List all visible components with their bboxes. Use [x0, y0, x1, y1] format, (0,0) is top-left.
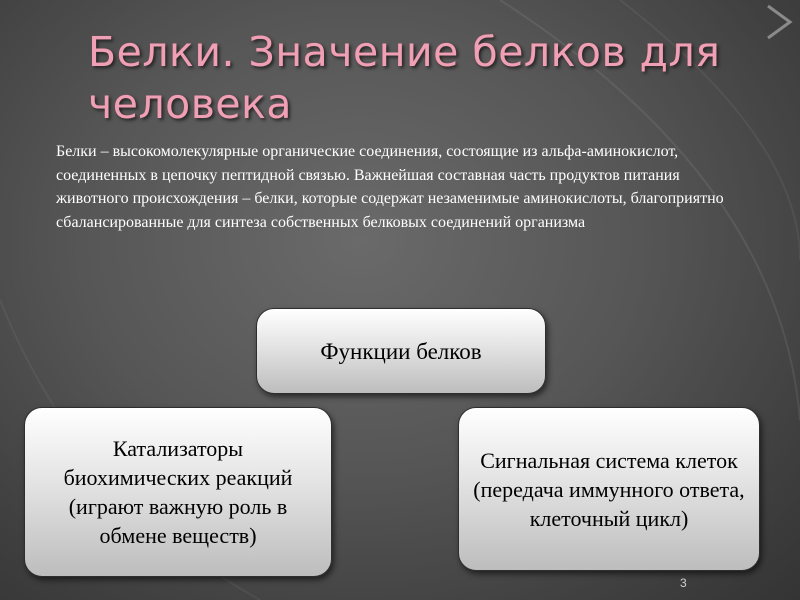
page-number: 3	[680, 576, 687, 590]
catalyst-function-label: Катализаторы биохимических реакций (играют важную роль в обмене веществ)	[63, 436, 293, 548]
functions-box	[256, 308, 546, 394]
intro-paragraph: Белки – высокомолекулярные органические соединения, состоящие из альфа-аминокислот, соединенных в цепочку пептидной связью. Важнейшая составная часть продуктов питания животного происхождения – белки, которые содержат незаменимые аминокислоты, благоприятно сбалансированные для синтеза собственных белковых соединений организма	[56, 143, 724, 231]
slide-title: Белки. Значение белков для человека	[88, 28, 721, 128]
signal-function-box	[458, 407, 760, 571]
catalyst-function-box	[24, 407, 332, 577]
functions-box-label: Функции белков	[320, 338, 482, 364]
signal-function-label: Сигнальная система клеток (передача иммунного ответа, клеточный цикл)	[473, 447, 745, 531]
